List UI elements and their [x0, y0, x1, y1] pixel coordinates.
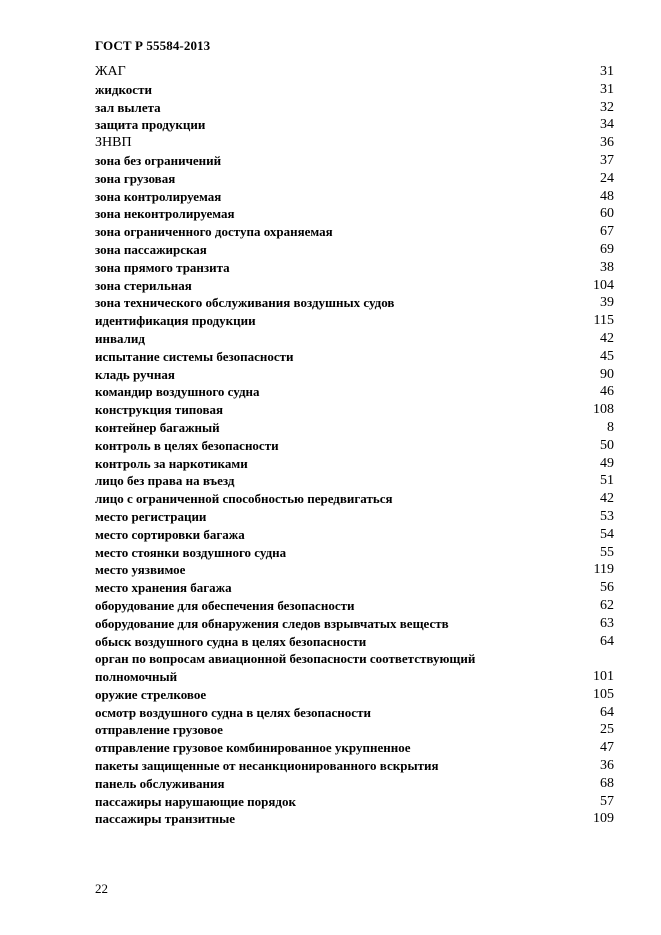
index-page-number: 57 — [600, 793, 614, 809]
index-entry — [95, 223, 614, 241]
index-entry — [95, 419, 614, 437]
index-page-number: 46 — [600, 384, 614, 400]
index-page-number: 42 — [600, 330, 614, 346]
index-entry — [95, 615, 614, 633]
index-page-number: 119 — [593, 562, 614, 578]
document-header: ГОСТ Р 55584-2013 — [95, 38, 211, 53]
index-page-number: 34 — [600, 117, 614, 133]
index-entry — [95, 348, 614, 366]
index-entry — [95, 259, 614, 277]
index-term: лицо с ограниченной способностью передвигаться — [95, 491, 393, 507]
index-term: оборудование для обнаружения следов взрывчатых веществ — [95, 615, 449, 631]
index-entry — [95, 757, 614, 775]
index-entry — [95, 81, 614, 99]
index-entry — [95, 312, 614, 330]
index-entry — [95, 205, 614, 223]
index-term: контейнер багажный — [95, 419, 220, 435]
index-entry — [95, 188, 614, 206]
index-term: оборудование для обеспечения безопасности — [95, 597, 355, 613]
index-term: место хранения багажа — [95, 580, 232, 596]
index-entry — [95, 704, 614, 722]
index-page-number: 25 — [600, 722, 614, 738]
index-entry — [95, 739, 614, 757]
index-entry — [95, 437, 614, 455]
index-page-number: 63 — [600, 615, 614, 631]
index-entry — [95, 490, 614, 508]
index-page-number: 101 — [593, 669, 614, 685]
page-number: 22 — [95, 881, 108, 896]
index-term: кладь ручная — [95, 366, 175, 382]
index-page-number: 56 — [600, 580, 614, 596]
index-term: зал вылета — [95, 99, 161, 115]
index-term: испытание системы безопасности — [95, 348, 294, 364]
index-page-number: 8 — [607, 419, 614, 435]
index-term: зона пассажирская — [95, 241, 207, 257]
index-term: отправление грузовое комбинированное укрупненное — [95, 740, 411, 756]
index-page-number: 64 — [600, 704, 614, 720]
index-entry — [95, 597, 614, 615]
index-page-number: 105 — [593, 686, 614, 702]
index-term: зона без ограничений — [95, 152, 222, 168]
index-entry — [95, 793, 614, 811]
index-entry — [95, 99, 614, 117]
index-entry — [95, 633, 614, 651]
index-term: зона прямого транзита — [95, 259, 230, 275]
index-entry — [95, 579, 614, 597]
index-term: пассажиры транзитные — [95, 811, 236, 827]
index-term: панель обслуживания — [95, 775, 225, 791]
index-entry — [95, 401, 614, 419]
index-term: ЗНВП — [95, 135, 132, 151]
index-page-number: 47 — [600, 740, 614, 756]
index-page-number: 115 — [593, 313, 614, 329]
index-term: осмотр воздушного судна в целях безопасности — [95, 704, 371, 720]
index-term: зона неконтролируемая — [95, 206, 235, 222]
index-term: инвалид — [95, 330, 145, 346]
index-entry — [95, 472, 614, 490]
index-term: отправление грузовое — [95, 722, 223, 738]
index-term: идентификация продукции — [95, 313, 256, 329]
index-term: место стоянки воздушного судна — [95, 544, 287, 560]
index-page-number: 31 — [600, 64, 614, 79]
index-term: зона грузовая — [95, 170, 176, 186]
index-term: командир воздушного судна — [95, 384, 260, 400]
index-term: оружие стрелковое — [95, 686, 207, 702]
index-entry — [95, 721, 614, 739]
index-entry — [95, 686, 614, 704]
index-page-number: 48 — [600, 188, 614, 204]
index-term: зона ограниченного доступа охраняемая — [95, 224, 333, 240]
index-entry — [95, 170, 614, 188]
index-term: контроль за наркотиками — [95, 455, 248, 471]
index-page-number: 36 — [600, 758, 614, 774]
index-term: ЖАГ — [95, 64, 126, 79]
index-entry — [95, 294, 614, 312]
index-entry — [95, 277, 614, 295]
index-term: защита продукции — [95, 117, 206, 133]
index-page-number: 51 — [600, 473, 614, 489]
index-term: зона технического обслуживания воздушных судов — [95, 295, 395, 311]
index-term: место сортировки багажа — [95, 526, 245, 542]
alphabetical-index — [95, 63, 614, 828]
index-term: орган по вопросам авиационной безопасности соответствующий полномочный — [95, 651, 476, 685]
index-page-number: 36 — [600, 135, 614, 151]
index-page-number: 55 — [600, 544, 614, 560]
index-entry — [95, 526, 614, 544]
index-page-number: 42 — [600, 491, 614, 507]
index-page-number: 53 — [600, 508, 614, 524]
index-page-number: 32 — [600, 99, 614, 115]
index-page-number: 64 — [600, 633, 614, 649]
index-entry — [95, 366, 614, 384]
index-page-number: 67 — [600, 224, 614, 240]
index-term: контроль в целях безопасности — [95, 437, 279, 453]
index-page-number: 69 — [600, 241, 614, 257]
index-page-number: 38 — [600, 259, 614, 275]
index-entry — [95, 650, 614, 686]
index-term: жидкости — [95, 81, 152, 97]
index-entry — [95, 152, 614, 170]
index-entry — [95, 810, 614, 828]
index-page-number: 31 — [600, 81, 614, 97]
index-page-number: 49 — [600, 455, 614, 471]
index-term: обыск воздушного судна в целях безопасности — [95, 633, 367, 649]
index-term: пакеты защищенные от несанкционированного вскрытия — [95, 758, 439, 774]
index-page-number: 62 — [600, 597, 614, 613]
index-page-number: 45 — [600, 348, 614, 364]
index-page-number: 24 — [600, 170, 614, 186]
index-entry — [95, 330, 614, 348]
index-term: место уязвимое — [95, 562, 186, 578]
index-entry — [95, 561, 614, 579]
index-entry — [95, 455, 614, 473]
index-entry — [95, 508, 614, 526]
index-term: лицо без права на въезд — [95, 473, 235, 489]
index-term: зона контролируемая — [95, 188, 222, 204]
index-page-number: 68 — [600, 775, 614, 791]
index-page-number: 50 — [600, 437, 614, 453]
index-page-number: 104 — [593, 277, 614, 293]
index-term: место регистрации — [95, 508, 207, 524]
index-page-number: 39 — [600, 295, 614, 311]
index-entry — [95, 544, 614, 562]
index-term: конструкция типовая — [95, 402, 224, 418]
index-term: пассажиры нарушающие порядок — [95, 793, 296, 809]
index-term: зона стерильная — [95, 277, 192, 293]
index-page-number: 90 — [600, 366, 614, 382]
index-entry — [95, 775, 614, 793]
index-entry — [95, 383, 614, 401]
index-entry — [95, 241, 614, 259]
index-page-number: 37 — [600, 152, 614, 168]
index-page-number: 54 — [600, 526, 614, 542]
index-entry — [95, 63, 614, 81]
index-page-number: 109 — [593, 811, 614, 827]
index-entry — [95, 134, 614, 152]
index-page-number: 108 — [593, 402, 614, 418]
index-entry — [95, 116, 614, 134]
index-page-number: 60 — [600, 206, 614, 222]
